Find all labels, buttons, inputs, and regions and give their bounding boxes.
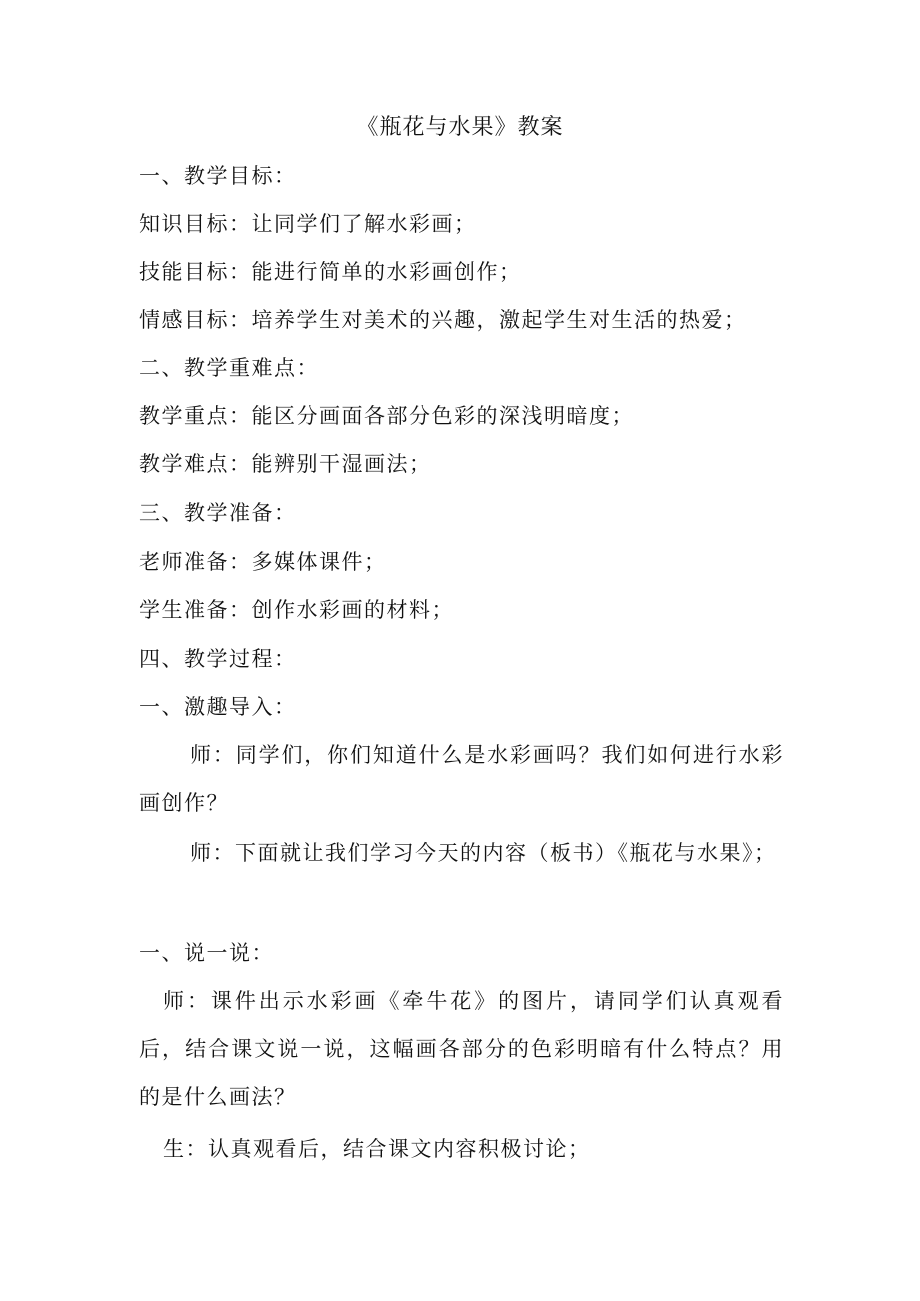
subheading-discuss: 一、说一说： (139, 941, 274, 965)
document-title: 《瓶花与水果》教案 (356, 115, 564, 140)
paragraph-student-response: 生：认真观看后，结合课文内容积极讨论； (163, 1137, 591, 1161)
key-point: 教学重点：能区分画面各部分色彩的深浅明暗度； (139, 404, 634, 428)
paragraph-intro-question: 师：同学们，你们知道什么是水彩画吗？我们如何进行水彩画创作？ (139, 743, 784, 815)
paragraph-discuss-question: 师：课件出示水彩画《牵牛花》的图片，请同学们认真观看后，结合课文说一说，这幅画各部分的色彩明暗有什么特点？用的是什么画法？ (139, 989, 784, 1109)
teacher-preparation: 老师准备：多媒体课件； (139, 550, 387, 574)
paragraph-intro-topic: 师：下面就让我们学习今天的内容（板书）《瓶花与水果》； (190, 841, 777, 865)
emotion-goal: 情感目标：培养学生对美术的兴趣，激起学生对生活的热爱； (139, 308, 747, 332)
section-heading-preparation: 三、教学准备： (139, 501, 297, 525)
knowledge-goal: 知识目标：让同学们了解水彩画； (139, 212, 477, 236)
student-preparation: 学生准备：创作水彩画的材料； (139, 598, 454, 622)
subheading-intro: 一、激趣导入： (139, 695, 297, 719)
section-heading-process: 四、教学过程： (139, 647, 297, 671)
section-heading-goals: 一、教学目标： (139, 164, 297, 188)
section-heading-key-points: 二、教学重难点： (139, 356, 319, 380)
difficult-point: 教学难点：能辨别干湿画法； (139, 452, 432, 476)
skill-goal: 技能目标：能进行简单的水彩画创作； (139, 260, 522, 284)
